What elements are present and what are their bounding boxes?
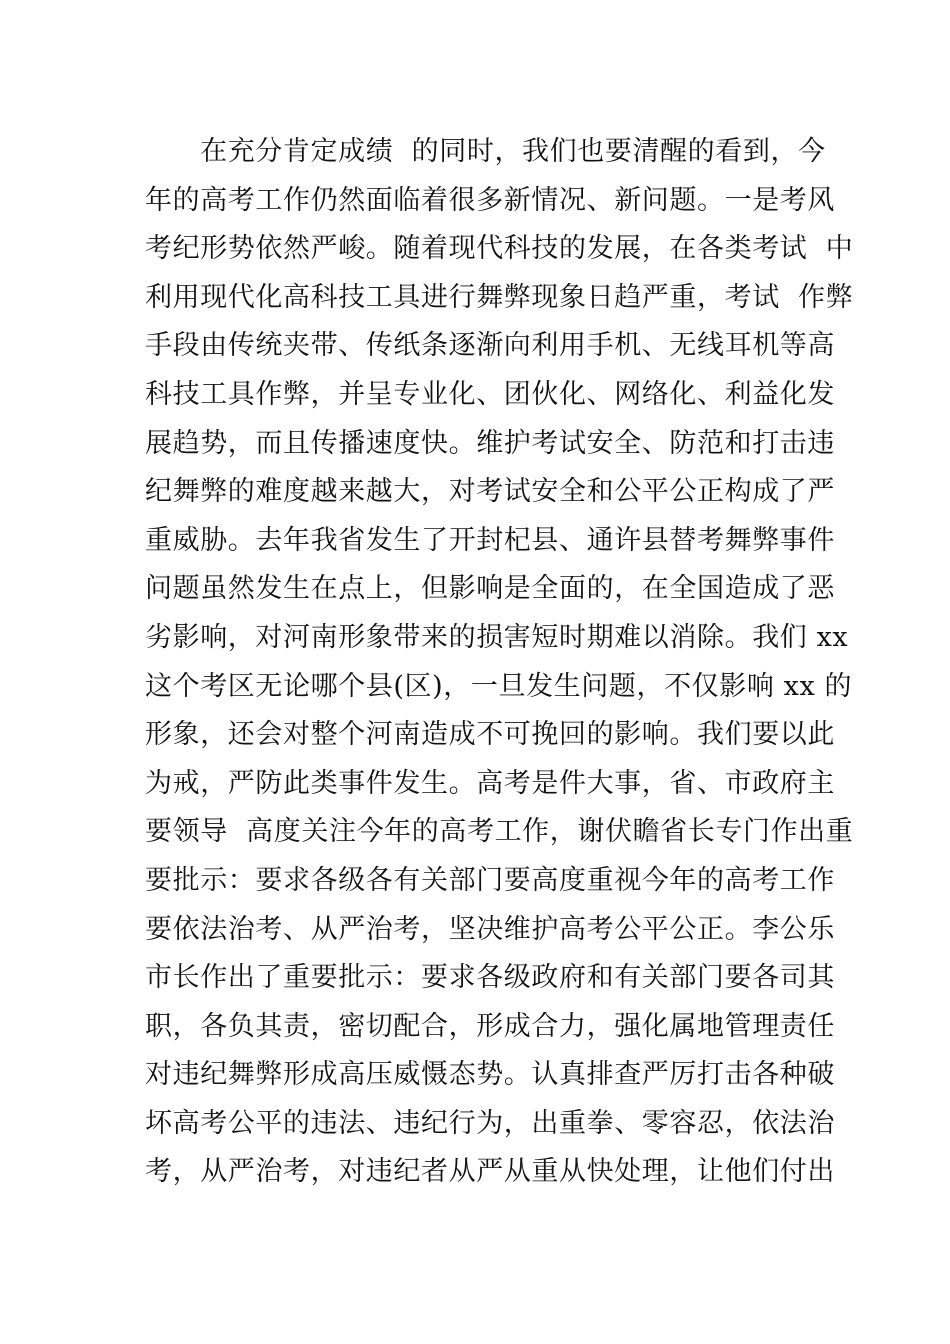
paragraph-line: 手段由传统夹带、传纸条逐渐向利用手机、无线耳机等高 <box>145 330 835 362</box>
paragraph-line: 为戒，严防此类事件发生。高考是件大事，省、市政府主 <box>145 767 835 799</box>
paragraph-line: 纪舞弊的难度越来越大，对考试安全和公平公正构成了严 <box>145 476 835 508</box>
paragraph-line: 形象，还会对整个河南造成不可挽回的影响。我们要以此 <box>145 719 835 751</box>
paragraph-line: 利用现代化高科技工具进行舞弊现象日趋严重，考试 作弊 <box>145 281 854 313</box>
paragraph-line: 要依法治考、从严治考，坚决维护高考公平公正。李公乐 <box>145 913 835 945</box>
paragraph-line: 展趋势，而且传播速度快。维护考试安全、防范和打击违 <box>145 427 835 459</box>
paragraph-line: 科技工具作弊，并呈专业化、团伙化、网络化、利益化发 <box>145 378 835 410</box>
paragraph-line: 职，各负其责，密切配合，形成合力，强化属地管理责任 <box>145 1010 835 1042</box>
paragraph-line: 重威胁。去年我省发生了开封杞县、通许县替考舞弊事件 <box>145 524 835 556</box>
body-paragraph <box>145 128 854 1197</box>
paragraph-line: 这个考区无论哪个县(区)，一旦发生问题，不仅影响 xx 的 <box>145 670 853 702</box>
paragraph-line: 考，从严治考，对违纪者从严从重从快处理，让他们付出 <box>145 1156 835 1188</box>
paragraph-line: 在充分肯定成绩 的同时，我们也要清醒的看到，今 <box>145 136 826 167</box>
paragraph-line: 市长作出了重要批示：要求各级政府和有关部门要各司其 <box>145 962 835 994</box>
paragraph-line: 考纪形势依然严峻。随着现代科技的发展，在各类考试 中 <box>145 233 854 265</box>
paragraph-line: 要领导 高度关注今年的高考工作，谢伏瞻省长专门作出重 <box>145 816 854 848</box>
paragraph-line: 坏高考公平的违法、违纪行为，出重拳、零容忍，依法治 <box>145 1107 835 1139</box>
paragraph-line: 年的高考工作仍然面临着很多新情况、新问题。一是考风 <box>145 184 835 216</box>
paragraph-line: 劣影响，对河南形象带来的损害短时期难以消除。我们 xx <box>145 621 849 653</box>
paragraph-line: 要批示：要求各级各有关部门要高度重视今年的高考工作 <box>145 864 835 896</box>
paragraph-line: 对违纪舞弊形成高压威慑态势。认真排查严厉打击各种破 <box>145 1059 835 1091</box>
paragraph-line: 问题虽然发生在点上，但影响是全面的，在全国造成了恶 <box>145 573 835 605</box>
